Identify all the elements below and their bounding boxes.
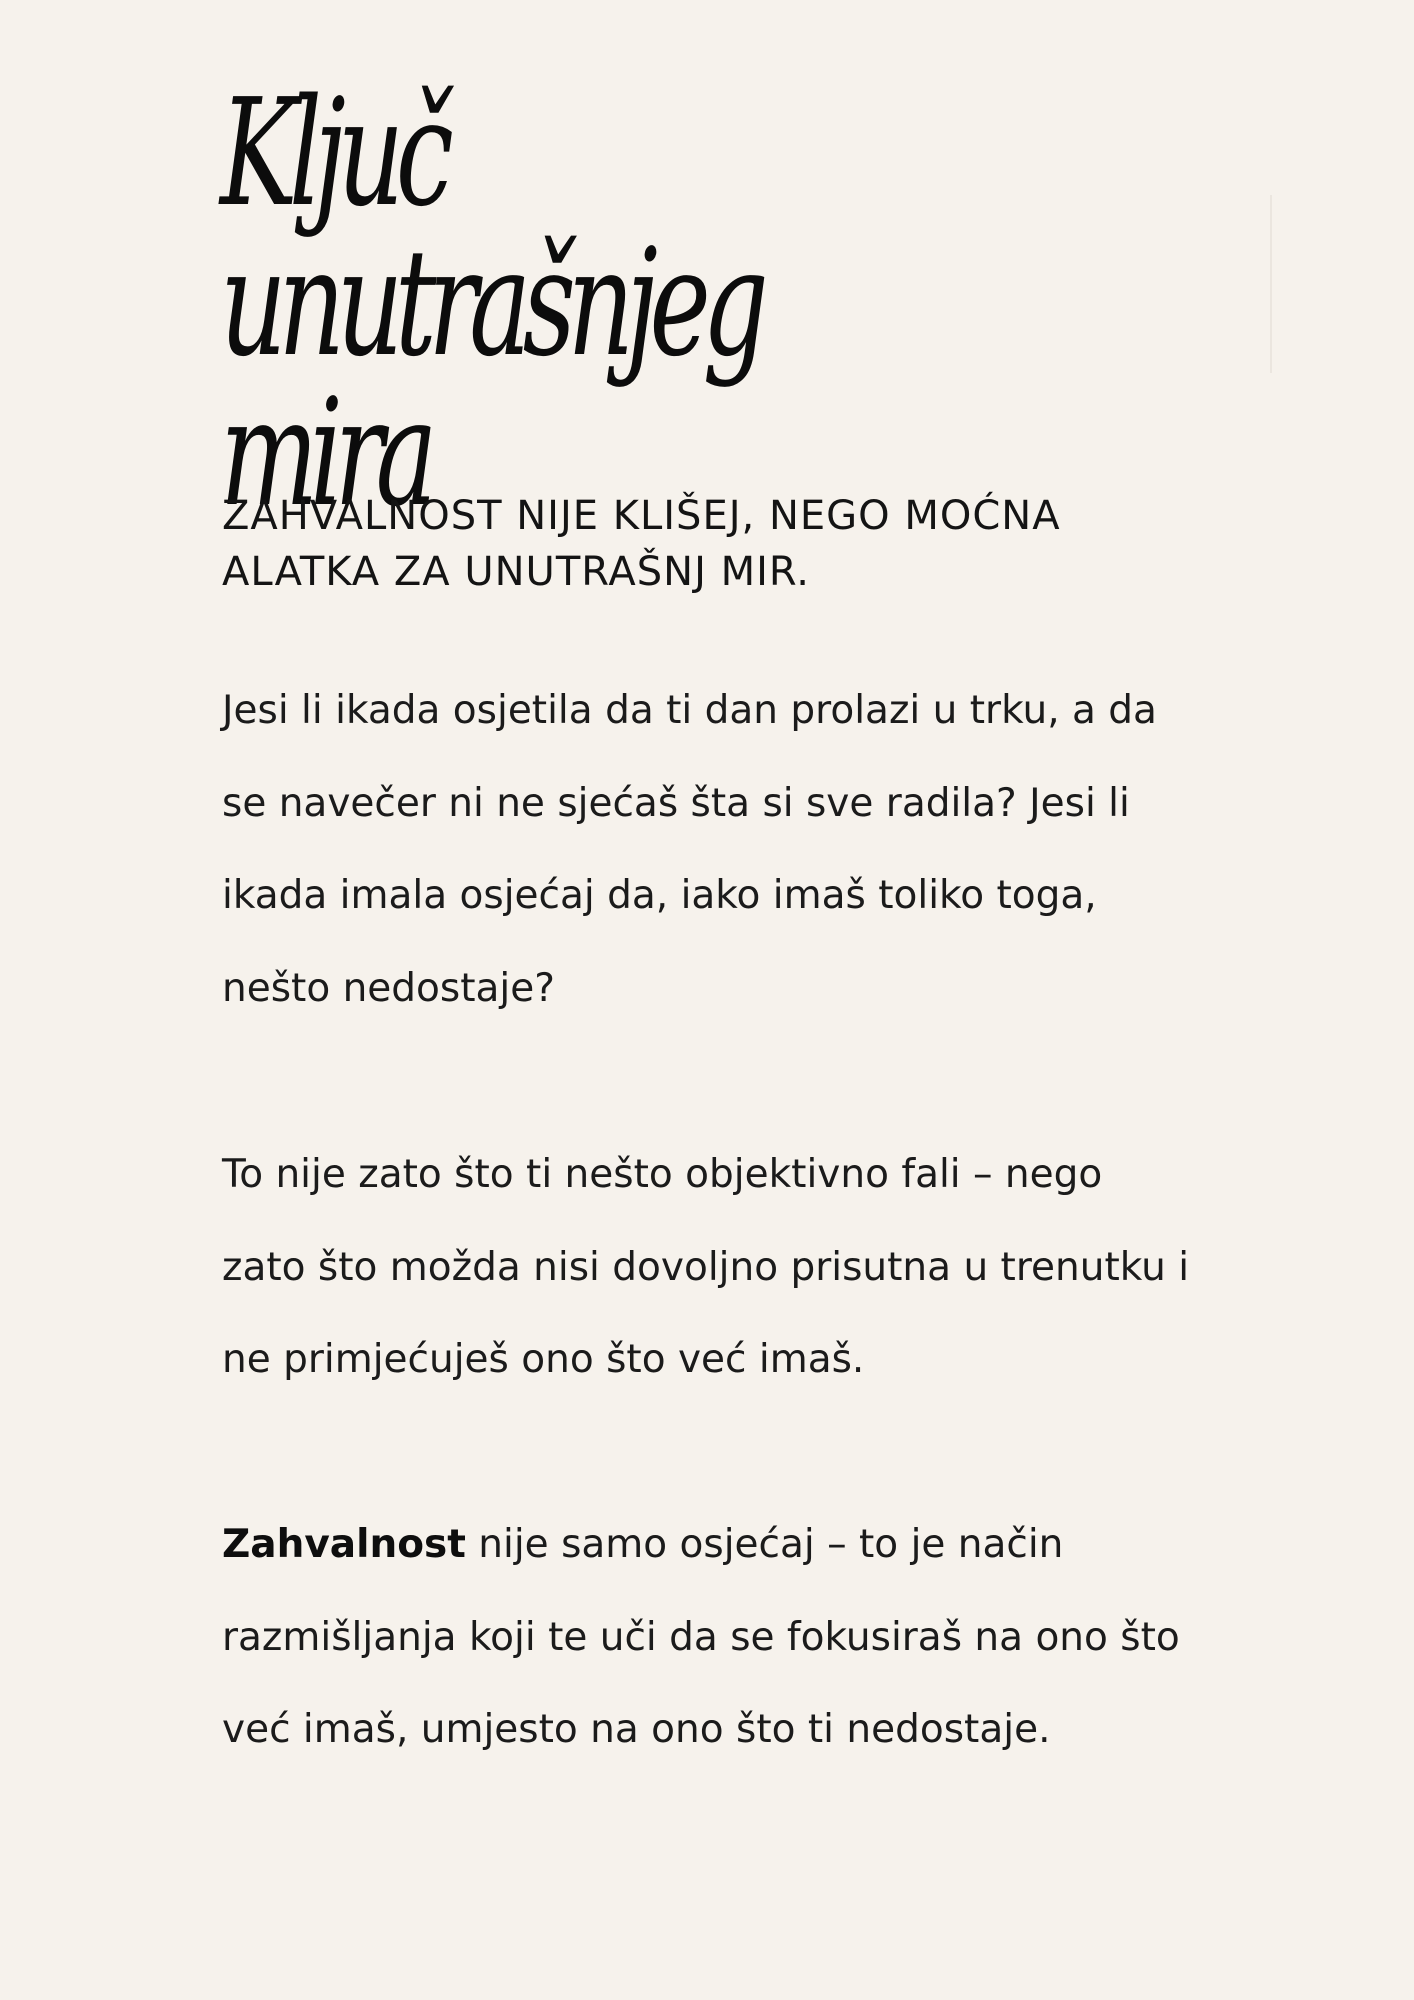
title-line-2: mira	[220, 367, 430, 539]
emphasis-term: Zahvalnost	[222, 1522, 466, 1567]
paragraph-1-line: Jesi li ikada osjetila da ti dan prolazi u trku, a da	[222, 688, 1157, 733]
paragraph-3-line: već imaš, umjesto na ono što ti nedostaje.	[222, 1707, 1051, 1752]
paragraph-2-line: ne primjećuješ ono što već imaš.	[222, 1337, 865, 1382]
section-subtitle	[222, 488, 1222, 600]
page-title	[220, 67, 962, 539]
paragraph-1-line: ikada imala osjećaj da, iako imaš toliko toga,	[222, 873, 1097, 918]
paragraph-1-line: nešto nedostaje?	[222, 965, 555, 1011]
paragraph-3-line	[222, 1499, 1342, 1592]
paragraph-3	[222, 1499, 1342, 1777]
subtitle-line-2: ALATKA ZA UNUTRAŠNJ MIR.	[222, 549, 811, 595]
paragraph-1-line: se navečer ni ne sjećaš šta si sve radila? Jesi li	[222, 780, 1130, 826]
paragraph-2-line: To nije zato što ti nešto objektivno fali – nego	[222, 1152, 1103, 1197]
decorative-divider	[1270, 195, 1272, 373]
title-line-1: Ključ unutrašnjeg	[220, 67, 761, 389]
paragraph-3-line: razmišljanja koji te uči da se fokusiraš na ono što	[222, 1614, 1180, 1660]
paragraph-1	[222, 665, 1342, 1035]
subtitle-line-1: ZAHVALNOST NIJE KLIŠEJ, NEGO MOĆNA	[222, 493, 1061, 539]
paragraph-2	[222, 1129, 1342, 1407]
paragraph-3-line-1-text: nije samo osjećaj – to je način	[465, 1522, 1064, 1567]
paragraph-2-line: zato što možda nisi dovoljno prisutna u trenutku i	[222, 1244, 1190, 1290]
